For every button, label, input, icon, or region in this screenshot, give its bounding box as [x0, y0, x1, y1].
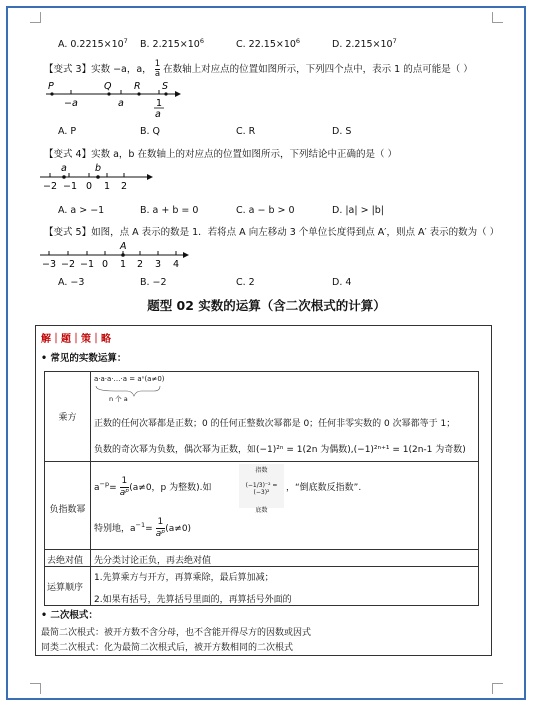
def-like-radicals: 同类二次根式：化为最简二次根式后，被开方数相同的二次根式: [41, 643, 294, 653]
q0-option-c: C. $22.15\times 10^6$: [236, 37, 301, 51]
q4-tick-label: −1: [63, 181, 78, 192]
q4-point-b-label: b: [95, 163, 102, 174]
q4-tick-label: 2: [121, 181, 128, 192]
order-line2: 2.如果有括号，先算括号里面的，再算括号外面的: [94, 595, 292, 605]
q3-option-c: C. R: [236, 126, 256, 137]
q5-number-line: [40, 241, 189, 270]
q5-tick-label: 2: [137, 259, 144, 270]
row-power-label: 乘方: [58, 413, 77, 423]
q5-option-c: C. 2: [236, 277, 255, 288]
q5-tick-label: −1: [80, 259, 95, 270]
label-R: R: [134, 81, 141, 92]
q4-tick-label: 0: [86, 181, 93, 192]
q4-tick-label: −2: [43, 181, 58, 192]
row-negexp-label: 负指数幂: [49, 505, 86, 515]
q4-option-a: A. a > −1: [58, 205, 105, 216]
row-abs-label: 去绝对值: [47, 556, 84, 566]
mini-example-image: 指数 (−1/3)⁻² = (−3)² 底数: [239, 464, 284, 508]
q5-tick-label: −3: [42, 259, 57, 270]
section-title: 题型 02 实数的运算（含二次根式的计算）: [147, 298, 386, 313]
row-power-label-cell: [44, 371, 91, 462]
row-power-content-cell: [90, 371, 479, 462]
q5-tick-label: 1: [120, 259, 127, 270]
q3-option-a: A. P: [58, 126, 77, 137]
q5-tick-label: 4: [173, 259, 180, 270]
row-abs-content: 先分类讨论正负，再去绝对值: [94, 556, 212, 566]
q4-question: 【变式 4】实数 a，b 在数轴上的对应点的位置如图所示，下列结论中正确的是（ ）: [44, 149, 397, 160]
q3-option-d: D. S: [332, 126, 352, 137]
row-abs-content-cell: [90, 549, 479, 567]
brace-icon: [94, 384, 174, 398]
row-negexp-content-cell: [90, 461, 479, 550]
negexp-line2: 特别地，$a^{-1}=$ $\frac{1}{\text{aᵖ}}$ (a≠0): [94, 517, 192, 539]
negexp-line1: $a^{-p}=$ $\frac{1}{\text{aᵖ}}$ (a≠0，p 为整数).如: [94, 476, 212, 498]
label-one-over-a-num: 1: [156, 98, 163, 109]
q5-tick-label: 3: [155, 259, 162, 270]
q0-option-d: D. $2.215\times 10^7$: [332, 37, 397, 51]
bullet-radicals: • 二次根式：: [41, 610, 98, 621]
q3-number-line: [46, 81, 181, 120]
label-neg-a: −a: [64, 98, 78, 109]
label-a: a: [118, 98, 124, 109]
q5-tick-label: −2: [61, 259, 76, 270]
q4-option-c: C. a − b > 0: [236, 205, 295, 216]
bullet-real-ops: • 常见的实数运算：: [41, 353, 127, 364]
q5-option-a: A. −3: [58, 277, 85, 288]
q5-tick-label: 0: [102, 259, 109, 270]
def-simplest-radical: 最简二次根式：被开方数不含分母，也不含能开得尽方的因数或因式: [41, 628, 312, 638]
row-order-content-cell: [90, 566, 479, 606]
q4-option-d: D. |a| > |b|: [332, 205, 385, 216]
q0-option-a: A. $0.2215\times 10^7$: [58, 37, 128, 51]
order-line1: 1.先算乘方与开方，再算乘除，最后算加减；: [94, 573, 274, 583]
q5-option-b: B. −2: [140, 277, 167, 288]
label-Q: Q: [104, 81, 112, 92]
q4-number-line: [40, 163, 153, 192]
row-abs-label-cell: [44, 549, 91, 567]
q4-point-a-label: a: [61, 163, 67, 174]
q4-option-b: B. a + b = 0: [140, 205, 199, 216]
label-S: S: [162, 81, 169, 92]
q0-option-b: B. $2.215\times 10^6$: [140, 37, 204, 51]
q5-point-label: A: [120, 241, 127, 252]
q5-option-d: D. 4: [332, 277, 352, 288]
label-P: P: [48, 81, 54, 92]
power-rule-line1: 正数的任何次幂都是正数；0 的任何正整数次幂都是 0；任何非零实数的 0 次幂都等于 1；: [94, 419, 456, 429]
power-formula: a·a·a·…·a = aⁿ(a≠0): [94, 375, 165, 383]
strategy-header: 解｜题｜策｜略: [41, 334, 111, 345]
q4-tick-label: 1: [104, 181, 111, 192]
power-rule-line2: 负数的奇次幂为负数，偶次幂为正数，如(−1)²ⁿ = 1(2n 为偶数),(−1)²ⁿ⁺¹ = 1(2n-1 为奇数): [94, 445, 466, 455]
label-one-over-a-den: a: [155, 109, 161, 120]
row-negexp-label-cell: [44, 461, 91, 550]
row-order-label: 运算顺序: [47, 583, 84, 593]
power-formula-note: n 个 a: [109, 395, 128, 403]
row-order-label-cell: [44, 566, 91, 606]
q3-question: 【变式 3】实数 −a，a， $\frac{1}{a}$ 在数轴上对应点的位置如图所示，下列四个点中，表示 1 的点可能是（ ）: [44, 59, 473, 79]
q3-option-b: B. Q: [140, 126, 161, 137]
negexp-line1-tail: ，“倒底数反指数”.: [286, 483, 362, 493]
q5-question: 【变式 5】如图，点 A 表示的数是 1．若将点 A 向左移动 3 个单位长度得到点 A′，则点 A′ 表示的数为（ ）: [44, 227, 500, 238]
